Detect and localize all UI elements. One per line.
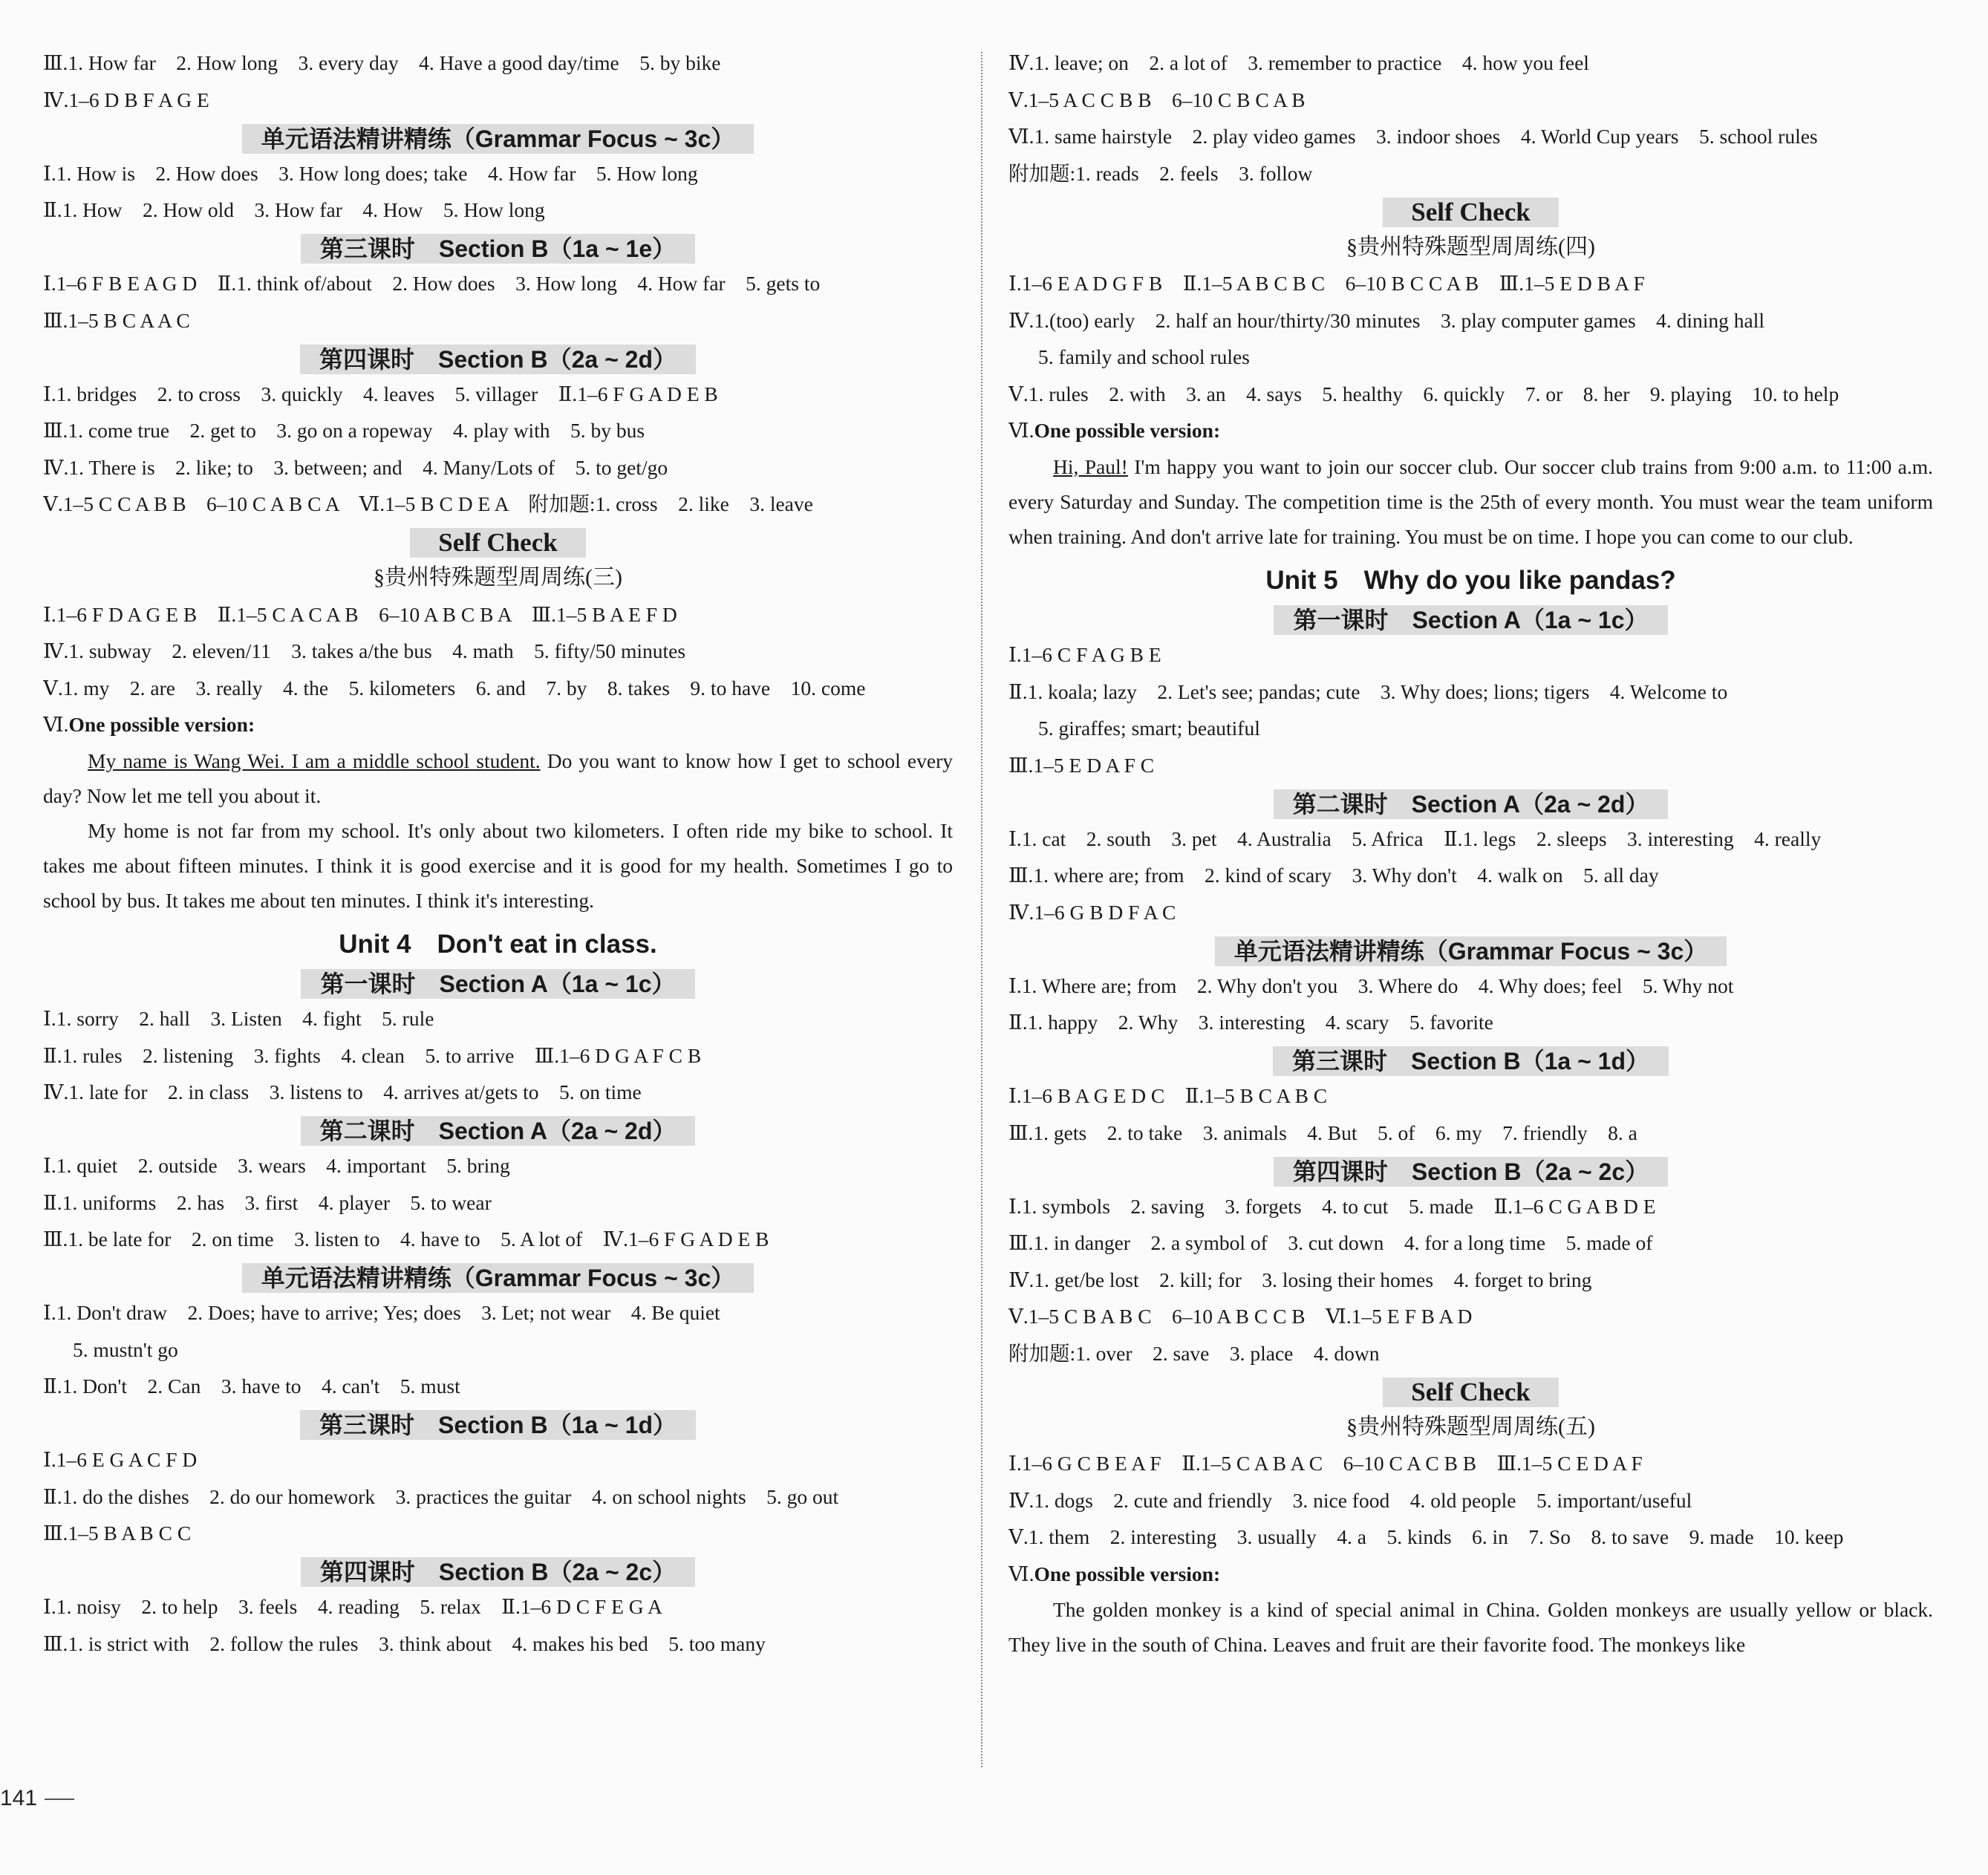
sample-essay [1008, 449, 1933, 554]
answer-line: Ⅴ.1. them 2. interesting 3. usually 4. a 5. kinds 6. in 7. So 8. to save 9. made 10. keep [1008, 1525, 1844, 1548]
answer-line: Ⅰ.1. cat 2. south 3. pet 4. Australia 5. Africa Ⅱ.1. legs 2. sleeps 3. interesting 4. really [1008, 826, 1822, 850]
section-heading-label: Self Check [410, 528, 585, 558]
item-number: Ⅵ. [1008, 1562, 1034, 1585]
left-column [43, 45, 953, 1662]
section-heading-label: Self Check [1383, 198, 1558, 227]
section-heading-label: 第三课时 Section B（1a ~ 1d） [300, 1410, 696, 1440]
answer-line: Ⅴ.1. my 2. are 3. really 4. the 5. kilometers 6. and 7. by 8. takes 9. to have 10. come [43, 676, 866, 700]
section-heading [1008, 1151, 1933, 1188]
answer-line: 5. family and school rules [1038, 345, 1250, 368]
answer-line: Ⅰ.1–6 F D A G E B Ⅱ.1–5 C A C A B 6–10 A B C B A Ⅲ.1–5 B A E F D [43, 602, 677, 626]
answer-line: 附加题:1. over 2. save 3. place 4. down [1008, 1341, 1380, 1365]
section-heading [43, 1552, 953, 1589]
answer-line: Ⅳ.1. subway 2. eleven/11 3. takes a/the bus 4. math 5. fifty/50 minutes [43, 639, 686, 662]
unit-title: Unit 5 Why do you like pandas? [1265, 565, 1676, 595]
section-heading-label: 第一课时 Section A（1a ~ 1c） [301, 969, 694, 999]
answer-line: Ⅰ.1. How is 2. How does 3. How long does; take 4. How far 5. How long [43, 161, 698, 185]
answer-line: Ⅴ.1. rules 2. with 3. an 4. says 5. healthy 6. quickly 7. or 8. her 9. playing 10. to help [1008, 382, 1839, 405]
self-check-heading [43, 523, 953, 560]
section-heading-label: 单元语法精讲精练（Grammar Focus ~ 3c） [1215, 936, 1727, 966]
section-heading-label: Self Check [1383, 1377, 1558, 1407]
answer-line: Ⅲ.1. gets 2. to take 3. animals 4. But 5. of 6. my 7. friendly 8. a [1008, 1121, 1637, 1144]
sample-essay [1008, 1592, 1933, 1662]
answer-line: 5. mustn't go [73, 1337, 178, 1361]
answer-line: Ⅰ.1. Don't draw 2. Does; have to arrive; Yes; does 3. Let; not wear 4. Be quiet [43, 1301, 720, 1324]
answer-line: Ⅲ.1–5 B A B C C [43, 1522, 192, 1545]
answer-line: Ⅳ.1. There is 2. like; to 3. between; and 4. Many/Lots of 5. to get/go [43, 455, 668, 479]
answer-line: Ⅰ.1–6 E A D G F B Ⅱ.1–5 A B C B C 6–10 B C C A B Ⅲ.1–5 E D B A F [1008, 272, 1645, 295]
answer-line: Ⅳ.1. dogs 2. cute and friendly 3. nice food 4. old people 5. important/useful [1008, 1488, 1692, 1512]
possible-version-label [1008, 1556, 1933, 1593]
answer-line: Ⅲ.1. How far 2. How long 3. every day 4. Have a good day/time 5. by bike [43, 51, 721, 74]
answer-line: Ⅴ.1–5 C C A B B 6–10 C A B C A Ⅵ.1–5 B C D E A 附加题:1. cross 2. like 3. leave [43, 492, 813, 515]
item-number: Ⅵ. [43, 713, 69, 736]
answer-line: Ⅰ.1–6 B A G E D C Ⅱ.1–5 B C A B C [1008, 1084, 1328, 1107]
unit-title: Unit 4 Don't eat in class. [339, 929, 657, 959]
answer-line: Ⅰ.1–6 G C B E A F Ⅱ.1–5 C A B A C 6–10 C A C B B Ⅲ.1–5 C E D A F [1008, 1452, 1643, 1475]
answer-line: Ⅲ.1. be late for 2. on time 3. listen to 4. have to 5. A lot of Ⅳ.1–6 F G A D E B [43, 1227, 769, 1250]
self-check-heading [1008, 192, 1933, 229]
answer-line: Ⅲ.1. in danger 2. a symbol of 3. cut down 4. for a long time 5. made of [1008, 1231, 1653, 1254]
possible-version-label [43, 706, 953, 743]
section-heading [1008, 600, 1933, 637]
answer-line: Ⅰ.1. sorry 2. hall 3. Listen 4. fight 5. rule [43, 1007, 434, 1030]
essay-paragraph [43, 743, 953, 813]
page-number: 141 [0, 1786, 74, 1811]
section-heading [43, 1405, 953, 1442]
answer-line: 5. giraffes; smart; beautiful [1038, 717, 1260, 740]
answer-line: Ⅱ.1. How 2. How old 3. How far 4. How 5. How long [43, 198, 545, 221]
answer-line: Ⅰ.1–6 F B E A G D Ⅱ.1. think of/about 2. How does 3. How long 4. How far 5. gets to [43, 272, 821, 295]
answer-line: Ⅱ.1. rules 2. listening 3. fights 4. clean 5. to arrive Ⅲ.1–6 D G A F C B [43, 1043, 702, 1067]
answer-line: Ⅳ.1. get/be lost 2. kill; for 3. losing their homes 4. forget to bring [1008, 1268, 1592, 1291]
answer-line: Ⅴ.1–5 A C C B B 6–10 C B C A B [1008, 88, 1306, 111]
section-heading [43, 964, 953, 1001]
answer-line: Ⅳ.1.(too) early 2. half an hour/thirty/30 minutes 3. play computer games 4. dining hall [1008, 308, 1765, 332]
version-heading: One possible version: [1034, 1562, 1221, 1585]
answer-line: Ⅱ.1. happy 2. Why 3. interesting 4. scary 5. favorite [1008, 1011, 1493, 1034]
answer-line: Ⅱ.1. Don't 2. Can 3. have to 4. can't 5. must [43, 1375, 460, 1398]
essay-paragraph [1008, 449, 1933, 554]
essay-paragraph [1008, 1592, 1933, 1662]
section-heading-label: 第二课时 Section A（2a ~ 2d） [301, 1116, 696, 1146]
underlined-opening: Hi, Paul! [1053, 454, 1128, 478]
answer-line: Ⅵ.1. same hairstyle 2. play video games 3. indoor shoes 4. World Cup years 5. school rules [1008, 125, 1818, 148]
version-heading: One possible version: [68, 713, 255, 736]
section-heading-label: 第三课时 Section B（1a ~ 1d） [1273, 1046, 1669, 1076]
answer-line: Ⅲ.1. is strict with 2. follow the rules 3. think about 4. makes his bed 5. too many [43, 1631, 766, 1655]
underlined-opening: My name is Wang Wei. I am a middle school student. [88, 749, 541, 772]
weekly-practice-title: §贵州特殊题型周周练(五) [1346, 1414, 1595, 1439]
essay-text: I'm happy you want to join our soccer club. Our soccer club trains from 9:00 a.m. to 11:00 a.m. every Saturday and Sunday. The competition time is the 25th of every month. You must wear the team uniform when training. And don't arrive late for training. You must be on time. I hope you can come to our club. [1008, 454, 1933, 548]
answer-line: Ⅰ.1. symbols 2. saving 3. forgets 4. to cut 5. made Ⅱ.1–6 C G A B D E [1008, 1194, 1656, 1218]
section-heading-label: 第四课时 Section B（2a ~ 2c） [1274, 1157, 1668, 1187]
answer-line: Ⅲ.1–5 E D A F C [1008, 753, 1155, 777]
weekly-practice-title: §贵州特殊题型周周练(三) [374, 565, 622, 590]
right-column [1008, 45, 1933, 1662]
possible-version-label [1008, 412, 1933, 449]
answer-line: Ⅳ.1–6 D B F A G E [43, 88, 209, 111]
section-heading [43, 229, 953, 266]
answer-line: Ⅰ.1. bridges 2. to cross 3. quickly 4. leaves 5. villager Ⅱ.1–6 F G A D E B [43, 382, 718, 405]
essay-text: My home is not far from my school. It's only about two kilometers. I often ride my bike to school. It takes me about fifteen minutes. I think it is good exercise and it is good for my health. Sometimes I go to school by bus. It takes me about ten minutes. I think it's interesting. [43, 818, 953, 912]
section-heading-label: 第二课时 Section A（2a ~ 2d） [1274, 789, 1669, 819]
section-heading-label: 第四课时 Section B（2a ~ 2d） [300, 345, 696, 374]
answer-line: Ⅲ.1. come true 2. get to 3. go on a ropeway 4. play with 5. by bus [43, 419, 645, 442]
answer-line: Ⅲ.1–5 B C A A C [43, 308, 190, 332]
item-number: Ⅵ. [1008, 419, 1034, 442]
version-heading: One possible version: [1034, 419, 1221, 442]
weekly-practice-title: §贵州特殊题型周周练(四) [1346, 234, 1595, 259]
answer-line: Ⅱ.1. uniforms 2. has 3. first 4. player 5. to wear [43, 1190, 492, 1214]
section-heading [1008, 930, 1933, 968]
answer-line: Ⅳ.1–6 G B D F A C [1008, 900, 1176, 924]
answer-line: Ⅱ.1. do the dishes 2. do our homework 3. practices the guitar 4. on school nights 5. go out [43, 1484, 839, 1508]
answer-line: Ⅱ.1. koala; lazy 2. Let's see; pandas; cute 3. Why does; lions; tigers 4. Welcome to [1008, 679, 1728, 703]
section-heading-label: 第四课时 Section B（2a ~ 2c） [301, 1557, 695, 1587]
section-heading [43, 339, 953, 376]
section-heading [43, 1111, 953, 1148]
answer-line: Ⅳ.1. leave; on 2. a lot of 3. remember to practice 4. how you feel [1008, 51, 1589, 74]
answer-line: Ⅰ.1. noisy 2. to help 3. feels 4. reading 5. relax Ⅱ.1–6 D C F E G A [43, 1595, 662, 1618]
section-heading [1008, 1041, 1933, 1078]
essay-text: The golden monkey is a kind of special animal in China. Golden monkeys are usually yellow or black. They live in the south of China. Leaves and fruit are their favorite food. The monkeys like [1008, 1598, 1933, 1656]
section-heading-label: 单元语法精讲精练（Grammar Focus ~ 3c） [242, 124, 755, 154]
answer-line: Ⅰ.1. Where are; from 2. Why don't you 3. Where do 4. Why does; feel 5. Why not [1008, 974, 1734, 997]
section-heading [43, 1258, 953, 1295]
answer-line: Ⅳ.1. late for 2. in class 3. listens to 4. arrives at/gets to 5. on time [43, 1080, 642, 1103]
answer-line: Ⅰ.1–6 E G A C F D [43, 1448, 198, 1471]
answer-line: 附加题:1. reads 2. feels 3. follow [1008, 161, 1313, 185]
sample-essay [43, 743, 953, 918]
section-heading [43, 118, 953, 155]
section-heading-label: 第三课时 Section B（1a ~ 1e） [301, 234, 695, 264]
answer-line: Ⅰ.1. quiet 2. outside 3. wears 4. important 5. bring [43, 1154, 510, 1177]
section-heading-label: 单元语法精讲精练（Grammar Focus ~ 3c） [242, 1263, 755, 1293]
column-divider [981, 52, 982, 1767]
section-heading [1008, 783, 1933, 821]
essay-paragraph [43, 813, 953, 918]
answer-line: Ⅴ.1–5 C B A B C 6–10 A B C C B Ⅵ.1–5 E F B A D [1008, 1305, 1473, 1328]
self-check-heading [1008, 1372, 1933, 1409]
answer-line: Ⅰ.1–6 C F A G B E [1008, 643, 1161, 666]
section-heading-label: 第一课时 Section A（1a ~ 1c） [1274, 605, 1667, 635]
essay-text: Do you want to know how I get to school every day? Now let me tell you about it. [43, 749, 953, 807]
answer-line: Ⅲ.1. where are; from 2. kind of scary 3. Why don't 4. walk on 5. all day [1008, 864, 1659, 887]
